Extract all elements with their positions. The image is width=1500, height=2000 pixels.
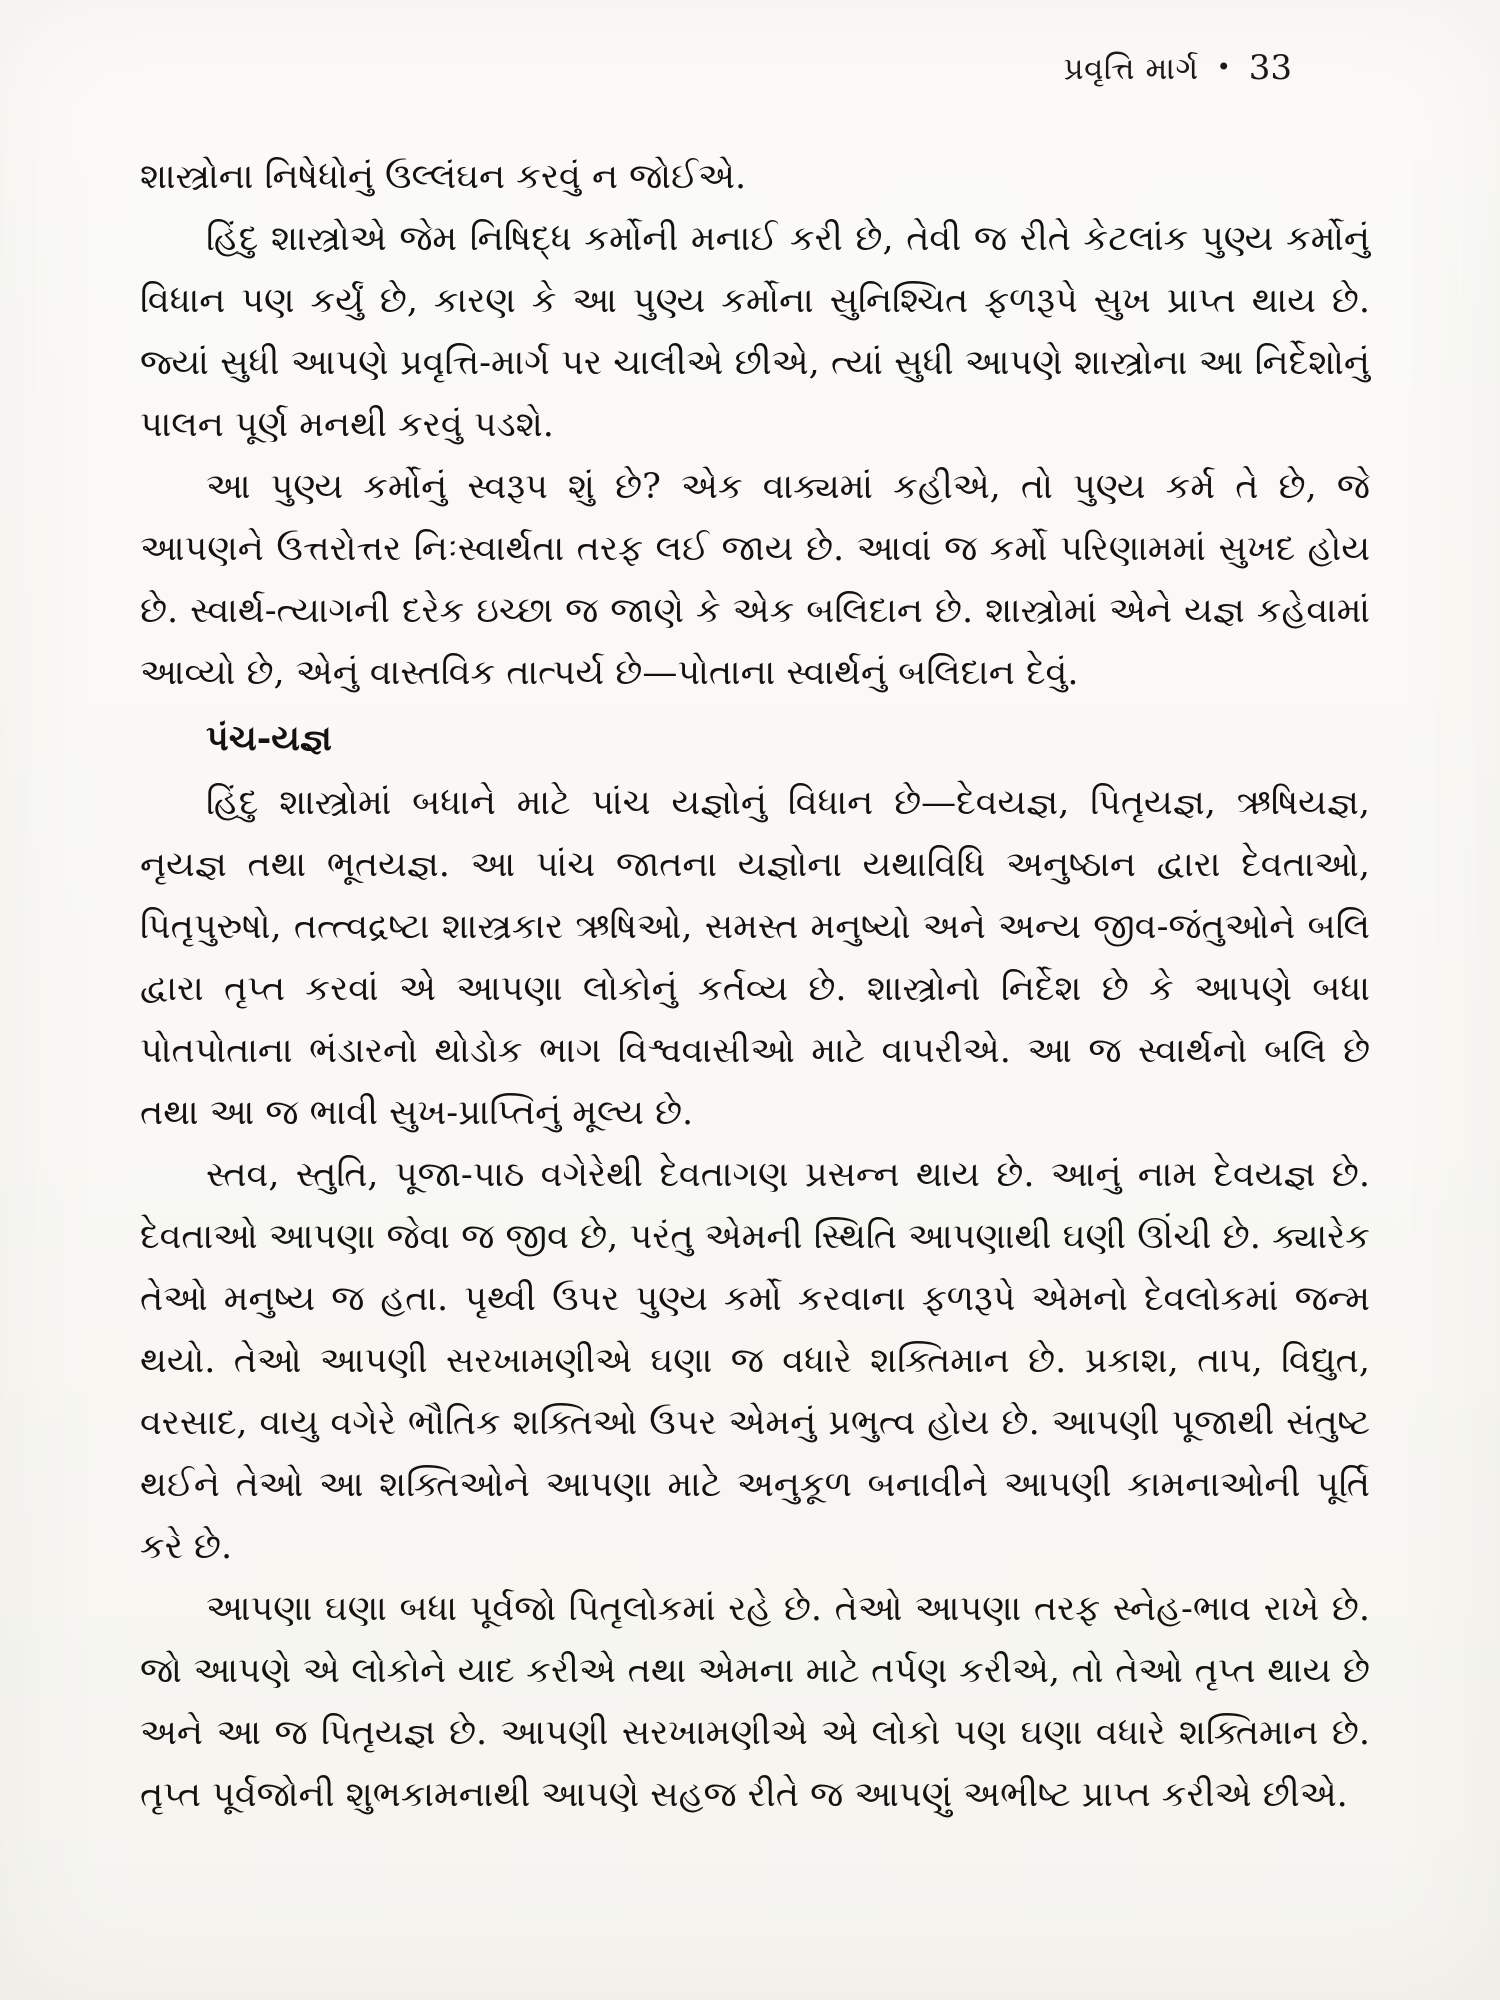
paragraph: આ પુણ્ય કર્મોનું સ્વરૂપ શું છે? એક વાક્યમાં કહીએ, તો પુણ્ય કર્મ તે છે, જે આપણને ઉત્તરોત્તર નિઃસ્વાર્થતા તરફ લઈ જાય છે. આવાં જ કર્મો પરિણામમાં સુખદ હોય છે. સ્વાર્થ-ત્યાગની દરેક ઇચ્છા જ જાણે કે એક બલિદાન છે. શાસ્ત્રોમાં એને યજ્ઞ કહેવામાં આવ્યો છે, એનું વાસ્તવિક તાત્પર્ય છે—પોતાના સ્વાર્થનું બલિદાન દેવું.: [140, 467, 1370, 693]
page-number: 33: [1248, 48, 1292, 88]
paragraph: આપણા ઘણા બધા પૂર્વજો પિતૃલોકમાં રહે છે. તેઓ આપણા તરફ સ્નેહ-ભાવ રાખે છે. જો આપણે એ લોકોને યાદ કરીએ તથા એમના માટે તર્પણ કરીએ, તો તેઓ તૃપ્ત થાય છે અને આ જ પિતૃયજ્ઞ છે. આપણી સરખામણીએ એ લોકો પણ ઘણા વધારે શક્તિમાન છે. તૃપ્ત પૂર્વજોની શુભકામનાથી આપણે સહજ રીતે જ આપણું અભીષ્ટ પ્રાપ્ત કરીએ છીએ.: [140, 1589, 1370, 1815]
paragraph: સ્તવ, સ્તુતિ, પૂજા-પાઠ વગેરેથી દેવતાગણ પ્રસન્ન થાય છે. આનું નામ દેવયજ્ઞ છે. દેવતાઓ આપણા જેવા જ જીવ છે, પરંતુ એમની સ્થિતિ આપણાથી ઘણી ઊંચી છે. ક્યારેક તેઓ મનુષ્ય જ હતા. પૃથ્વી ઉપર પુણ્ય કર્મો કરવાના ફળરૂપે એમનો દેવલોકમાં જન્મ થયો. તેઓ આપણી સરખામણીએ ઘણા જ વધારે શક્તિમાન છે. પ્રકાશ, તાપ, વિદ્યુત, વરસાદ, વાયુ વગેરે ભૌતિક શક્તિઓ ઉપર એમનું પ્રભુત્વ હોય છે. આપણી પૂજાથી સંતુષ્ટ થઈને તેઓ આ શક્તિઓને આપણા માટે અનુકૂળ બનાવીને આપણી કામનાઓની પૂર્તિ કરે છે.: [140, 1155, 1370, 1567]
running-header: [140, 48, 1370, 88]
paragraph: શાસ્ત્રોના નિષેધોનું ઉલ્લંઘન કરવું ન જોઈએ.: [140, 157, 747, 197]
section-heading: પંચ-યજ્ઞ: [206, 718, 332, 759]
chapter-title: પ્રવૃત્તિ માર્ગ: [1063, 51, 1199, 87]
paragraph: હિંદુ શાસ્ત્રોમાં બધાને માટે પાંચ યજ્ઞોનું વિધાન છે—દેવયજ્ઞ, પિતૃયજ્ઞ, ઋષિયજ્ઞ, નૃયજ્ઞ તથા ભૂતયજ્ઞ. આ પાંચ જાતના યજ્ઞોના યથાવિધિ અનુષ્ઠાન દ્વારા દેવતાઓ, પિતૃપુરુષો, તત્ત્વદ્રષ્ટા શાસ્ત્રકાર ઋષિઓ, સમસ્ત મનુષ્યો અને અન્ય જીવ-જંતુઓને બલિ દ્વારા તૃપ્ત કરવાં એ આપણા લોકોનું કર્તવ્ય છે. શાસ્ત્રોનો નિર્દેશ છે કે આપણે બધા પોતપોતાના ભંડારનો થોડોક ભાગ વિશ્વવાસીઓ માટે વાપરીએ. આ જ સ્વાર્થનો બલિ છે તથા આ જ ભાવી સુખ-પ્રાપ્તિનું મૂલ્ય છે.: [140, 783, 1370, 1133]
header-bullet-separator: •: [1216, 53, 1231, 81]
page-content-area: [140, 48, 1370, 1826]
body-text: [140, 146, 1370, 1826]
paragraph: હિંદુ શાસ્ત્રોએ જેમ નિષિદ્ધ કર્મોની મનાઈ કરી છે, તેવી જ રીતે કેટલાંક પુણ્ય કર્મોનું વિધાન પણ કર્યું છે, કારણ કે આ પુણ્ય કર્મોના સુનિશ્ચિત ફળરૂપે સુખ પ્રાપ્ત થાય છે. જ્યાં સુધી આપણે પ્રવૃત્તિ-માર્ગ પર ચાલીએ છીએ, ત્યાં સુધી આપણે શાસ્ત્રોના આ નિર્દેશોનું પાલન પૂર્ણ મનથી કરવું પડશે.: [140, 219, 1370, 445]
